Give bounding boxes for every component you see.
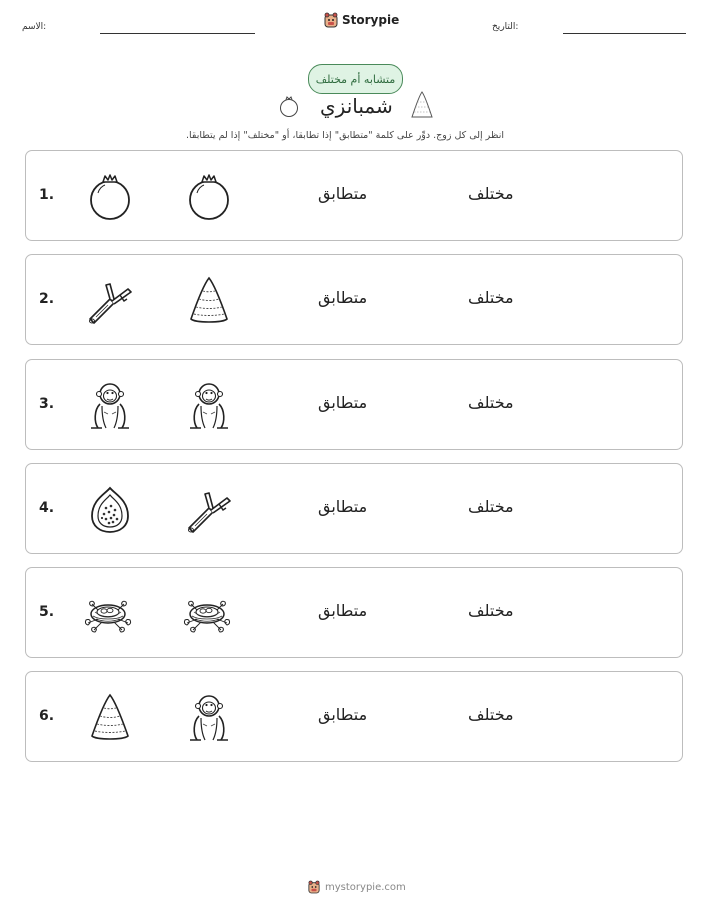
same-option[interactable]: متطابق <box>318 393 368 412</box>
row-number: 4. <box>39 500 55 516</box>
topic-badge: متشابه أم مختلف <box>308 64 403 94</box>
footer <box>308 880 406 894</box>
page-title: شمبانزي <box>320 94 393 118</box>
termite-mound-icon <box>410 90 434 120</box>
footer-url[interactable]: mystorypie.com <box>325 881 406 893</box>
row-number: 2. <box>39 291 55 307</box>
pair-row-6 <box>25 671 683 762</box>
chimpanzee-icon <box>183 692 235 744</box>
pair-row-4 <box>25 463 683 554</box>
pomegranate-icon <box>183 171 235 223</box>
row-number: 6. <box>39 708 55 724</box>
different-option[interactable]: مختلف <box>468 705 514 724</box>
date-label: التاريخ: <box>492 22 519 32</box>
brand-logo <box>324 12 399 28</box>
chimpanzee-icon <box>84 380 136 432</box>
name-label: الاسم: <box>22 22 47 32</box>
pair-row-2 <box>25 254 683 345</box>
nest-icon <box>181 588 233 640</box>
pair-row-1 <box>25 150 683 241</box>
different-option[interactable]: مختلف <box>468 497 514 516</box>
different-option[interactable]: مختلف <box>468 393 514 412</box>
different-option[interactable]: مختلف <box>468 601 514 620</box>
termite-mound-icon <box>84 692 136 744</box>
pair-row-5 <box>25 567 683 658</box>
same-option[interactable]: متطابق <box>318 184 368 203</box>
brand-name: Storypie <box>342 13 400 27</box>
same-option[interactable]: متطابق <box>318 497 368 516</box>
nest-icon <box>82 588 134 640</box>
branch-icon <box>183 484 235 536</box>
pomegranate-icon <box>84 171 136 223</box>
chimpanzee-icon <box>183 380 235 432</box>
storypie-mascot-icon <box>324 12 338 28</box>
termite-mound-icon <box>183 275 235 327</box>
different-option[interactable]: مختلف <box>468 184 514 203</box>
row-number: 5. <box>39 604 55 620</box>
pomegranate-icon <box>277 94 301 118</box>
date-line[interactable] <box>563 33 686 34</box>
fig-icon <box>84 484 136 536</box>
same-option[interactable]: متطابق <box>318 705 368 724</box>
same-option[interactable]: متطابق <box>318 601 368 620</box>
instructions: انظر إلى كل زوج. دوِّر على كلمة "متطابق" إذا تطابقا، أو "مختلف" إذا لم يتطابقا. <box>185 130 504 141</box>
storypie-mascot-icon <box>308 880 320 894</box>
branch-icon <box>84 275 136 327</box>
different-option[interactable]: مختلف <box>468 288 514 307</box>
same-option[interactable]: متطابق <box>318 288 368 307</box>
row-number: 3. <box>39 396 55 412</box>
pair-row-3 <box>25 359 683 450</box>
row-number: 1. <box>39 187 55 203</box>
name-line[interactable] <box>100 33 255 34</box>
